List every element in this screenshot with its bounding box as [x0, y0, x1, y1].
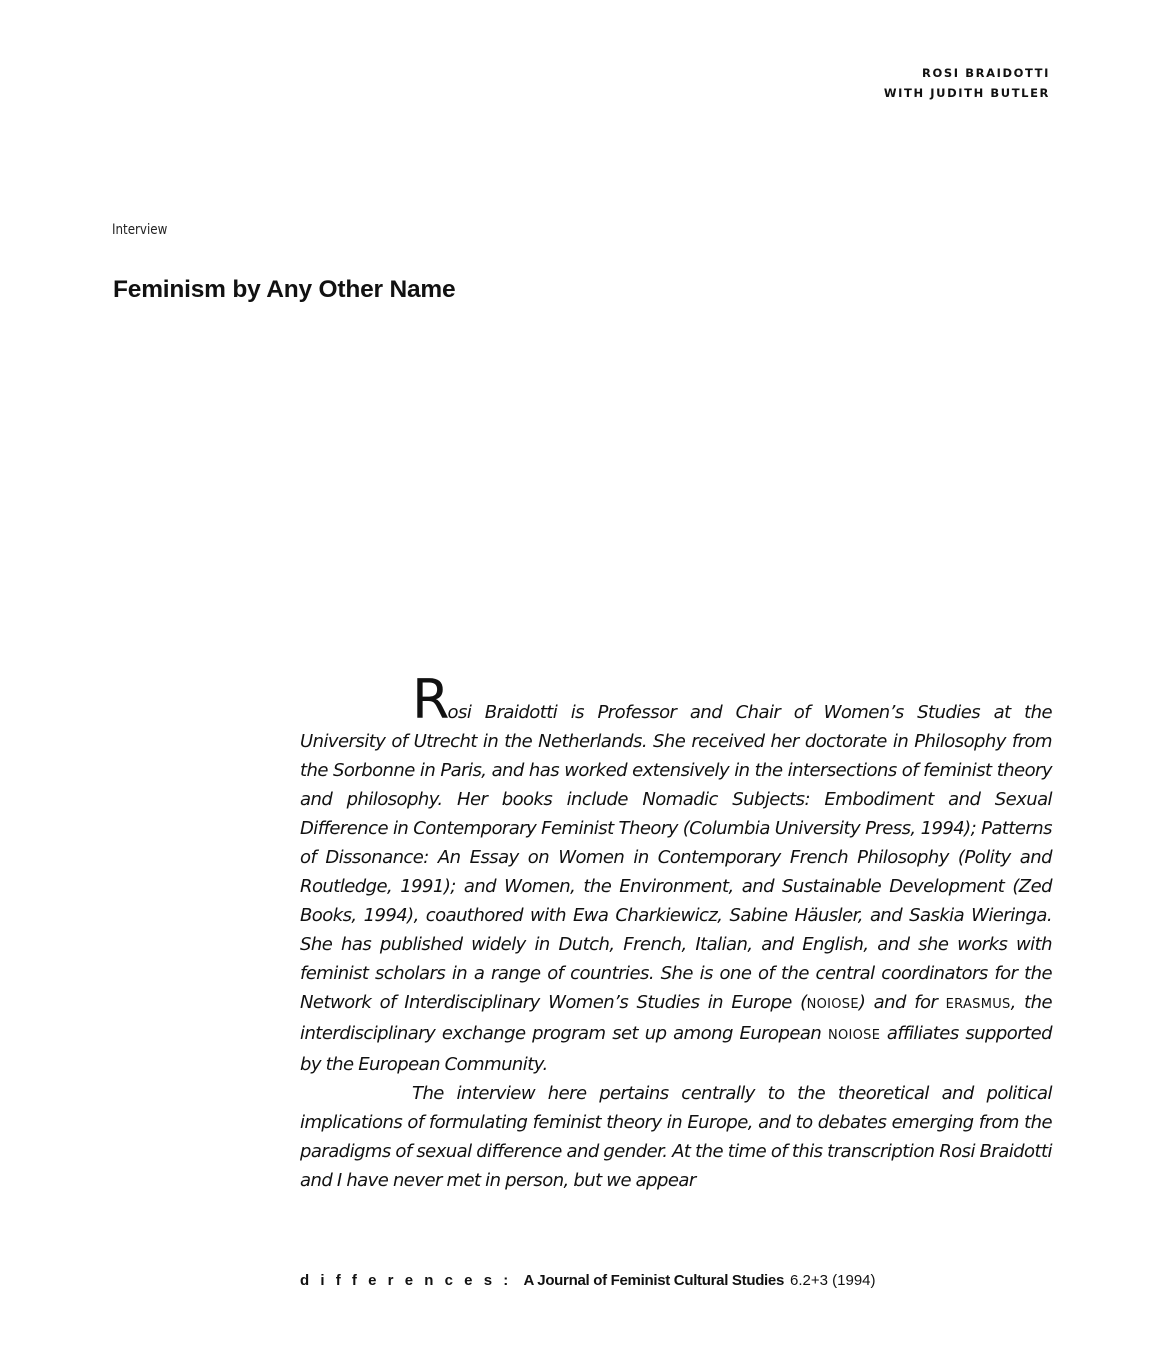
article-authors	[884, 63, 1050, 103]
author-name: ROSI BRAIDOTTI	[922, 66, 1050, 80]
acronym-noiose: NOIOSE	[806, 997, 859, 1012]
journal-volume: 6.2+3 (1994)	[790, 1272, 876, 1289]
journal-subtitle: A Journal of Feminist Cultural Studies	[523, 1272, 785, 1289]
paragraph-text: osi Braidotti is Professor and Chair of Women’s Studies at the University of Utrecht in the Netherlands. She received her doctorate in Philosophy from the Sorbonne in Paris, and has worked extensively in the intersections of feminist theory and philosophy. Her books include Nomadic Subjects: Embodiment and Sexual Difference in Contemporary Feminist Theory (Columbia University Press, 1994); Patterns of Dissonance: An Essay on Women in Contemporary French Philosophy (Polity and Routledge, 1991); and Women, the Environment, and Sustainable Development (Zed Books, 1994), coauthored with Ewa Charkiewicz, Sabine Häusler, and Saskia Wieringa. She has published widely in Dutch, French, Italian, and English, and she works with feminist scholars in a range of countries. She is one of the central coordinators for the Network of Interdisciplinary Women’s Studies in Europe (	[300, 702, 1052, 1013]
journal-footer	[300, 1272, 876, 1289]
body-paragraph-2: The interview here pertains centrally to the theoretical and political implications of formulating feminist theory in Europe, and to debates emerging from the paradigms of sexual difference and gender. At the time of this transcription Rosi Braidotti and I have never met in person, but we appear	[300, 1083, 1052, 1191]
paragraph-text: ) and for	[858, 992, 946, 1013]
paragraph-text: affiliates supported by the European Community.	[300, 1023, 1053, 1075]
body-paragraph-1	[300, 668, 1053, 1079]
acronym-noiose: NOIOSE	[827, 1028, 881, 1043]
article-title: Feminism by Any Other Name	[113, 276, 456, 303]
paragraph-text: , the interdisciplinary exchange program set up among European	[300, 992, 1053, 1044]
coauthor-name: WITH JUDITH BUTLER	[883, 86, 1050, 100]
drop-cap: R	[412, 668, 448, 731]
section-label: Interview	[112, 222, 168, 238]
journal-name: differences:	[300, 1272, 520, 1289]
acronym-erasmus: ERASMUS	[945, 997, 1011, 1012]
article-body	[300, 668, 1053, 1195]
